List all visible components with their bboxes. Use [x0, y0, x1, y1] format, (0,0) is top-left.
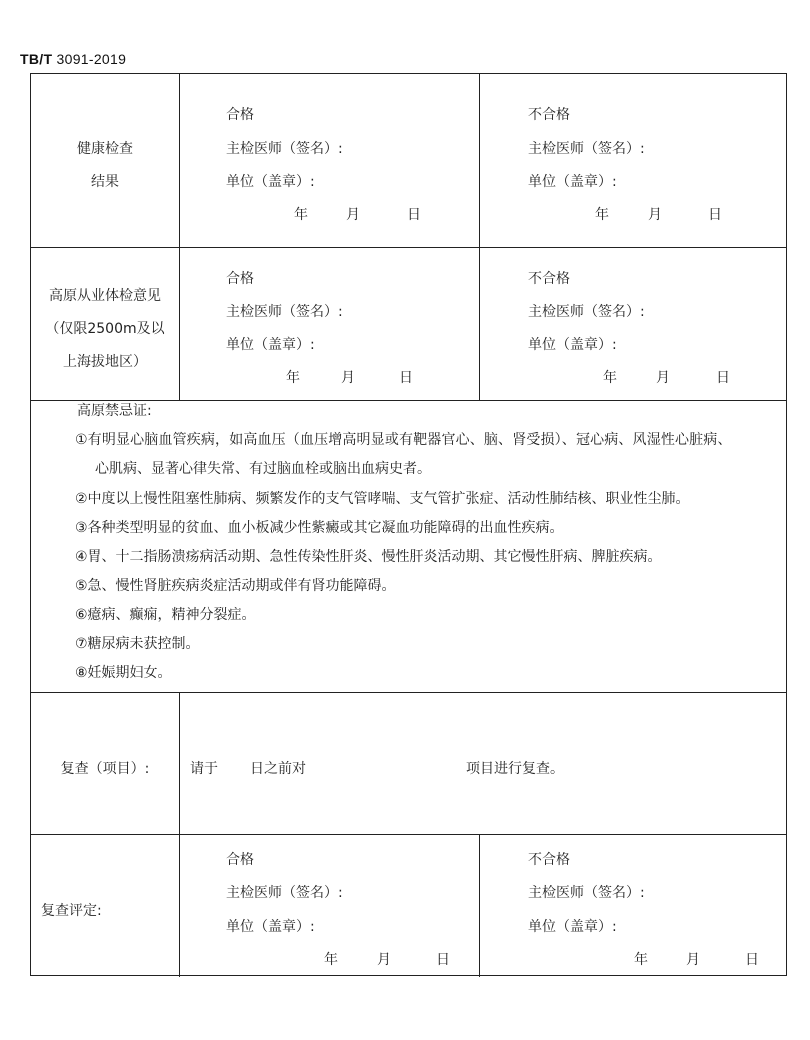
- date-day[interactable]: 日: [407, 207, 421, 223]
- date-day[interactable]: 日: [745, 952, 759, 968]
- date-day[interactable]: 日: [708, 207, 722, 223]
- date-year[interactable]: 年: [294, 207, 308, 223]
- contraindication-item: ②中度以上慢性阻塞性肺病、频繁发作的支气管哮喘、支气管扩张症、活动性肺结核、职业性尘肺。: [75, 491, 690, 507]
- unit-seal-field[interactable]: 单位（盖章）:: [528, 174, 617, 190]
- contraindication-item: ⑧妊娠期妇女。: [75, 665, 172, 681]
- unqualified-option[interactable]: 不合格: [528, 852, 570, 868]
- plateau-opinion-label-line2: （仅限2500m及以: [45, 321, 165, 337]
- unit-seal-field[interactable]: 单位（盖章）:: [528, 919, 617, 935]
- column-divider: [179, 692, 180, 977]
- unit-seal-field[interactable]: 单位（盖章）:: [226, 337, 315, 353]
- contraindication-item: ④胃、十二指肠溃疡病活动期、急性传染性肝炎、慢性肝炎活动期、其它慢性肝病、脾脏疾病。: [75, 549, 662, 565]
- chief-doctor-signature-field[interactable]: 主检医师（签名）:: [528, 141, 645, 157]
- recheck-date-field[interactable]: 日之前对: [250, 761, 306, 777]
- contraindication-item: ①有明显心脑血管疾病，如高血压（血压增高明显或有靶器官心、脑、肾受损）、冠心病、风湿性心脏病、: [75, 432, 732, 448]
- date-month[interactable]: 月: [686, 952, 700, 968]
- date-month[interactable]: 月: [656, 370, 670, 386]
- row-divider: [31, 834, 786, 835]
- recheck-evaluation-label: 复查评定:: [41, 903, 102, 919]
- date-day[interactable]: 日: [399, 370, 413, 386]
- health-check-label: 健康检查: [77, 141, 133, 157]
- unit-seal-field[interactable]: 单位（盖章）:: [528, 337, 617, 353]
- unqualified-option[interactable]: 不合格: [528, 107, 570, 123]
- qualified-option[interactable]: 合格: [226, 271, 254, 287]
- chief-doctor-signature-field[interactable]: 主检医师（签名）:: [226, 304, 343, 320]
- recheck-items-label: 复查（项目）:: [60, 761, 150, 777]
- date-year[interactable]: 年: [286, 370, 300, 386]
- date-month[interactable]: 月: [648, 207, 662, 223]
- column-divider: [479, 834, 480, 977]
- contraindication-item-continued: 心肌病、显著心律失常、有过脑血栓或脑出血病史者。: [95, 461, 431, 477]
- chief-doctor-signature-field[interactable]: 主检医师（签名）:: [528, 304, 645, 320]
- standard-number: 3091-2019: [56, 51, 127, 67]
- date-day[interactable]: 日: [716, 370, 730, 386]
- column-divider: [179, 74, 180, 400]
- standard-prefix: TB/T: [20, 51, 53, 67]
- row-divider: [31, 400, 786, 401]
- contraindication-item: ⑤急、慢性肾脏疾病炎症活动期或伴有肾功能障碍。: [75, 578, 396, 594]
- recheck-please-text: 请于: [190, 761, 218, 777]
- date-month[interactable]: 月: [341, 370, 355, 386]
- unit-seal-field[interactable]: 单位（盖章）:: [226, 174, 315, 190]
- contraindications-title: 高原禁忌证:: [77, 403, 152, 419]
- chief-doctor-signature-field[interactable]: 主检医师（签名）:: [226, 885, 343, 901]
- date-year[interactable]: 年: [324, 952, 338, 968]
- chief-doctor-signature-field[interactable]: 主检医师（签名）:: [528, 885, 645, 901]
- chief-doctor-signature-field[interactable]: 主检医师（签名）:: [226, 141, 343, 157]
- row-divider: [31, 247, 786, 248]
- row-divider: [31, 692, 786, 693]
- contraindication-item: ⑥癔病、癫痫，精神分裂症。: [75, 607, 256, 623]
- contraindication-item: ③各种类型明显的贫血、血小板减少性紫癜或其它凝血功能障碍的出血性疾病。: [75, 520, 564, 536]
- recheck-items-field[interactable]: 项目进行复查。: [466, 761, 564, 777]
- health-check-label-line2: 结果: [91, 174, 119, 190]
- qualified-option[interactable]: 合格: [226, 852, 254, 868]
- date-month[interactable]: 月: [377, 952, 391, 968]
- date-year[interactable]: 年: [634, 952, 648, 968]
- plateau-opinion-label: 高原从业体检意见: [49, 288, 161, 304]
- date-year[interactable]: 年: [595, 207, 609, 223]
- health-exam-form-table: [30, 73, 787, 976]
- contraindication-item: ⑦糖尿病未获控制。: [75, 636, 200, 652]
- column-divider: [479, 74, 480, 400]
- unit-seal-field[interactable]: 单位（盖章）:: [226, 919, 315, 935]
- qualified-option[interactable]: 合格: [226, 107, 254, 123]
- date-month[interactable]: 月: [346, 207, 360, 223]
- standard-code: [20, 51, 126, 67]
- date-year[interactable]: 年: [603, 370, 617, 386]
- date-day[interactable]: 日: [436, 952, 450, 968]
- unqualified-option[interactable]: 不合格: [528, 271, 570, 287]
- plateau-opinion-label-line3: 上海拔地区）: [63, 354, 147, 370]
